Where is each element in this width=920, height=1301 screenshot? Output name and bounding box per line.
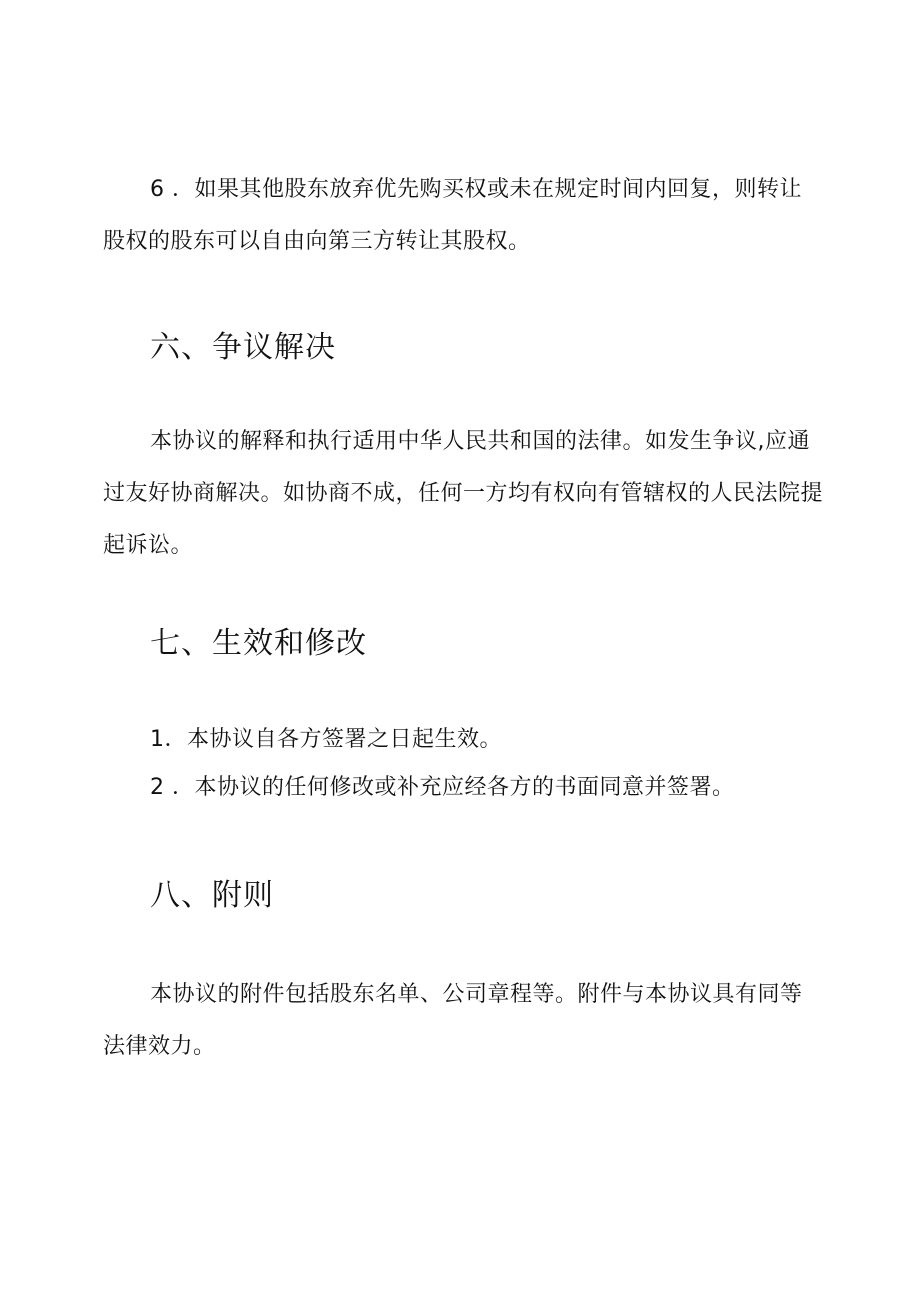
section-7-heading: 七、生效和修改 bbox=[150, 626, 367, 661]
section-7-item-1: 1．本协议自各方签署之日起生效。 bbox=[150, 727, 502, 752]
clause-6-paragraph: 6 ．如果其他股东放弃优先购买权或未在规定时间内回复，则转让股权的股东可以自由向第三方转让其股权。 bbox=[103, 177, 802, 254]
section-8-heading: 八、附则 bbox=[150, 878, 274, 913]
section-7-item-2: 2 ．本协议的任何修改或补充应经各方的书面同意并签署。 bbox=[150, 775, 735, 800]
section-8-body: 本协议的附件包括股东名单、公司章程等。附件与本协议具有同等法律效力。 bbox=[103, 982, 803, 1059]
section-6-heading: 六、争议解决 bbox=[150, 330, 336, 365]
section-6-body: 本协议的解释和执行适用中华人民共和国的法律。如发生争议,应通过友好协商解决。如协商不成，任何一方均有权向有管辖权的人民法院提起诉讼。 bbox=[103, 429, 824, 558]
